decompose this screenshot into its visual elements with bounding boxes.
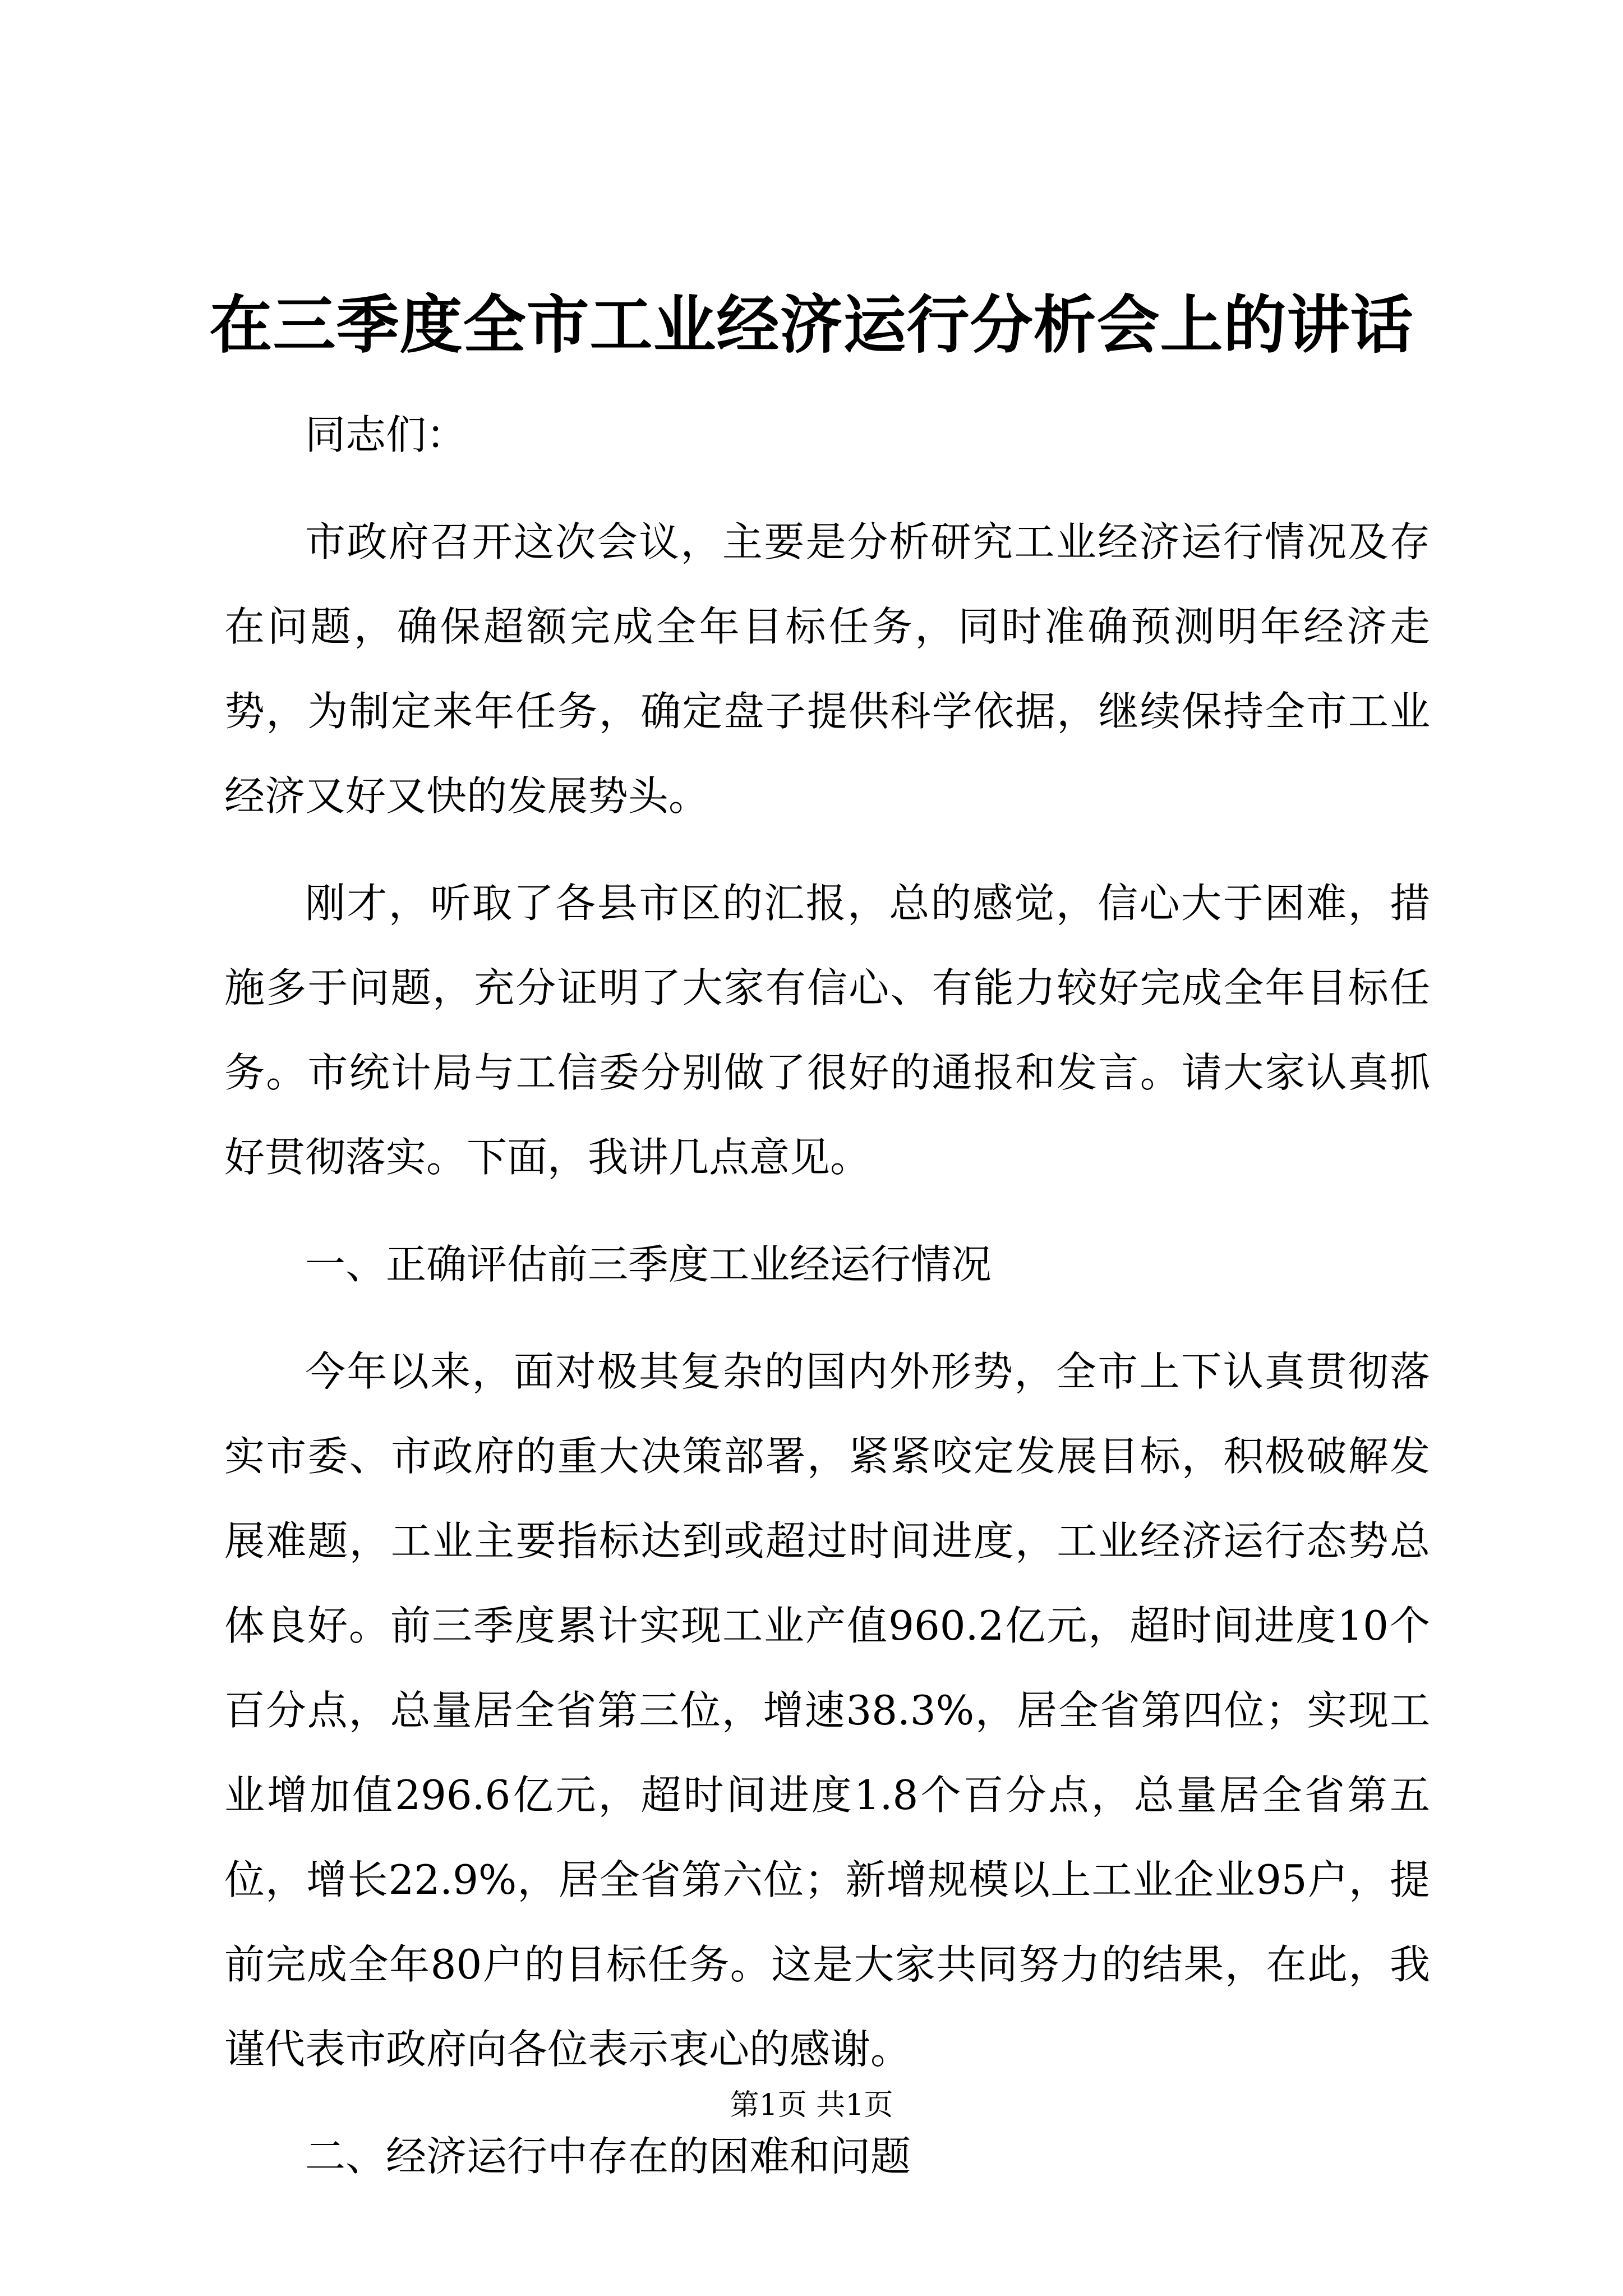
document-title: 在三季度全市工业经济运行分析会上的讲话 <box>209 289 1414 362</box>
section-heading-1: 一、正确评估前三季度工业经运行情况 <box>305 1241 992 1288</box>
paragraph-section-1: 今年以来，面对极其复杂的国内外形势，全市上下认真贯彻落实市委、市政府的重大决策部署，紧紧咬定发展目标，积极破解发展难题，工业主要指标达到或超过时间进度，工业经济运行态势总体良好。前三季度累计实现工业产值960.2亿元，超时间进度10个百分点，总量居全省第三位，增速38.3%，居全省第四位；实现工业增加值296.6亿元，超时间进度1.8个百分点，总量居全省第五位，增长22.9%，居全省第六位；新增规模以上工业企业95户，提前完成全年80户的目标任务。这是大家共同努力的结果，在此，我谨代表市政府向各位表示衷心的感谢。 <box>224 1348 1430 2073</box>
paragraph-reports: 刚才，听取了各县市区的汇报，总的感觉，信心大于困难，措施多于问题，充分证明了大家有信心、有能力较好完成全年目标任务。市统计局与工信委分别做了很好的通报和发言。请大家认真抓好贯彻落实。下面，我讲几点意见。 <box>224 880 1430 1181</box>
section-heading-2: 二、经济运行中存在的困难和问题 <box>305 2133 911 2180</box>
document-body <box>224 393 1430 2221</box>
paragraph-intro: 市政府召开这次会议，主要是分析研究工业经济运行情况及存在问题，确保超额完成全年目标任务，同时准确预测明年经济走势，为制定来年任务，确定盘子提供科学依据，继续保持全市工业经济又好又快的发展势头。 <box>224 518 1430 820</box>
salutation: 同志们： <box>305 411 467 458</box>
page-footer: 第1页 共1页 <box>730 2088 893 2122</box>
